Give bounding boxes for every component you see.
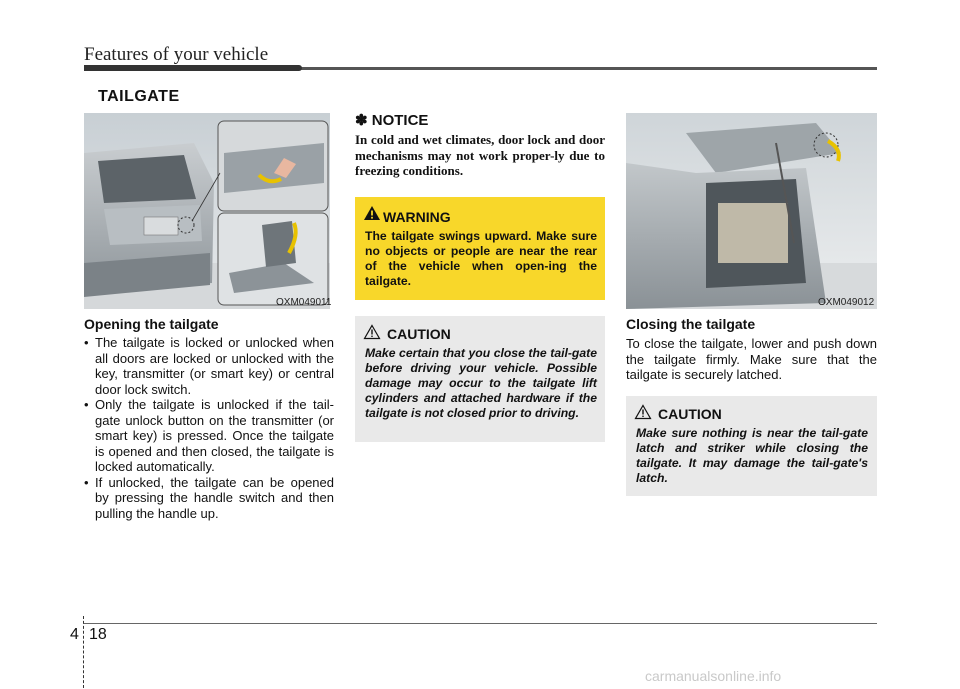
- header-title: Features of your vehicle: [84, 44, 269, 65]
- warning-title: WARNING: [383, 209, 451, 225]
- caution-text: Make sure nothing is near the tail-gate latch and striker while closing the tailgate. It may damage the tail-gate's latch.: [636, 426, 868, 485]
- caution-icon: [363, 324, 381, 340]
- list-item: • If unlocked, the tailgate can be opened by pressing the handle switch and then pulling the handle up.: [84, 475, 334, 522]
- opening-tailgate-heading: Opening the tailgate: [84, 316, 219, 332]
- watermark: carmanualsonline.info: [645, 668, 782, 684]
- caution-icon: [634, 404, 652, 420]
- caution-title: CAUTION: [387, 326, 451, 342]
- page-number: 18: [89, 626, 107, 643]
- caution-box-right: [626, 396, 877, 496]
- tailgate-closing-photo: [626, 113, 877, 309]
- notice-text: In cold and wet climates, door lock and door mechanisms may not work proper-ly due to freezing conditions.: [355, 132, 605, 178]
- footer-divider: [83, 616, 84, 688]
- warning-text: The tailgate swings upward. Make sure no objects or people are near the rear of the vehicle when open-ing the tailgate.: [365, 229, 597, 288]
- section-title: TAILGATE: [98, 88, 180, 105]
- closing-tailgate-text: To close the tailgate, lower and push down the tailgate firmly. Make sure that the tailgate is securely latched.: [626, 336, 877, 382]
- notice-title: ✽ NOTICE: [355, 112, 429, 129]
- caution-box-middle: [355, 316, 605, 442]
- image-code-right: OXM049012: [818, 297, 875, 308]
- chapter-number: 4: [70, 626, 79, 643]
- header-rule-accent: [84, 65, 302, 71]
- footer-rule: [84, 623, 877, 624]
- warning-icon: [363, 205, 381, 221]
- caution-title: CAUTION: [658, 406, 722, 422]
- tailgate-opening-photo: [84, 113, 330, 309]
- warning-box: [355, 197, 605, 300]
- list-item: • The tailgate is locked or unlocked when all doors are locked or unlocked with the key, transmitter (or smart key) or central door lock switch.: [84, 335, 334, 397]
- caution-text: Make certain that you close the tail-gate before driving your vehicle. Possible damage may occur to the tailgate lift cylinders and attached hardware if the tailgate is not closed prior to driving.: [365, 346, 597, 420]
- image-code-left: OXM049011: [276, 297, 332, 308]
- list-item: • Only the tailgate is unlocked if the tail-gate unlock button on the transmitter (or smart key) is pressed. Once the tailgate is opened and then closed, the tailgate is locked automatically.: [84, 397, 334, 475]
- opening-tailgate-list: [84, 335, 334, 521]
- closing-tailgate-heading: Closing the tailgate: [626, 316, 756, 332]
